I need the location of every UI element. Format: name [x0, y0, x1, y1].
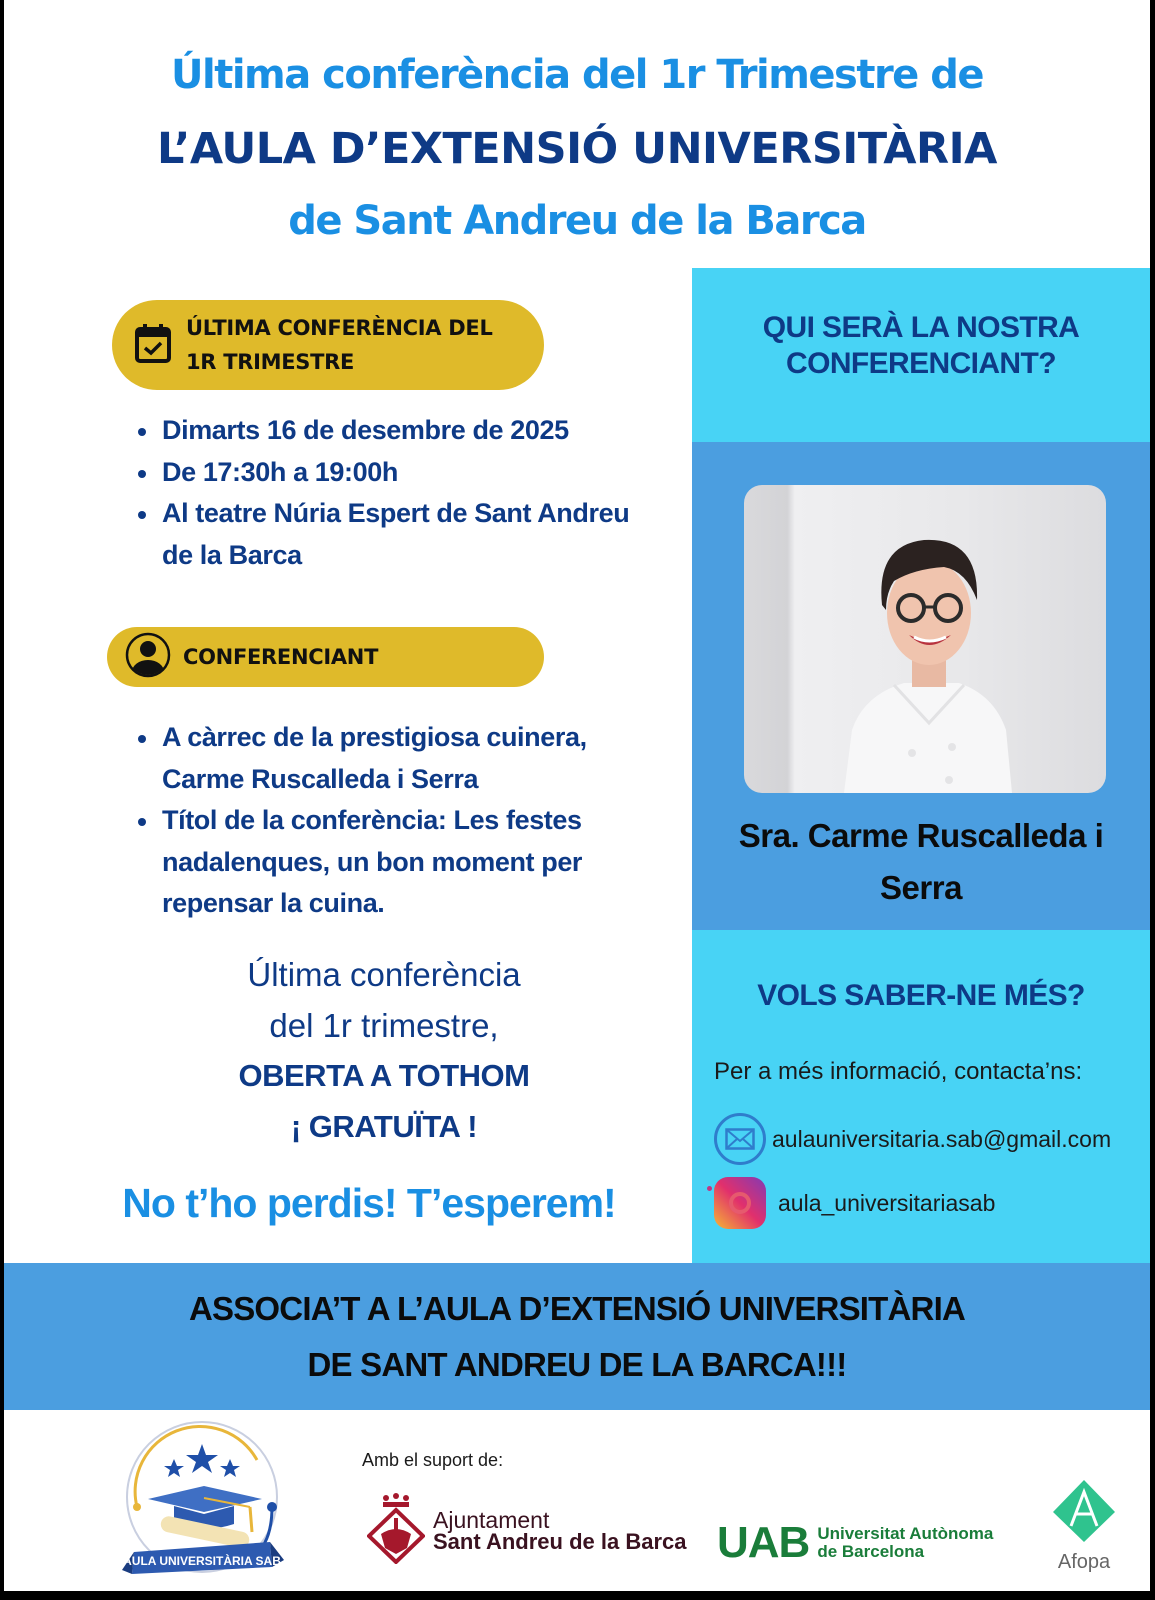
coat-of-arms-icon [367, 1492, 425, 1569]
speaker-photo [744, 485, 1106, 793]
event-details-list [136, 410, 666, 576]
afopa-icon [1051, 1478, 1117, 1544]
event-venue: Al teatre Núria Espert de Sant Andreu de la Barca [136, 493, 666, 576]
instagram-contact[interactable] [714, 1177, 995, 1229]
ajuntament-logo: Ajuntament Sant Andreu de la Barca [367, 1492, 686, 1569]
poster [4, 0, 1150, 1591]
event-pill-label: ÚLTIMA CONFERÈNCIA DEL 1R TRIMESTRE [186, 316, 493, 374]
speaker-intro: A càrrec de la prestigiosa cuinera, Carme Ruscalleda i Serra [136, 717, 636, 800]
event-time: De 17:30h a 19:00h [136, 452, 666, 494]
speaker-pill-label: CONFERENCIANT [183, 645, 379, 669]
uab-logo: UAB Universitat Autònoma de Barcelona [717, 1518, 994, 1567]
header-title: L’AULA D’EXTENSIÓ UNIVERSITÀRIA [157, 124, 997, 174]
conference-title: Títol de la conferència: Les festes nadalenques, un bon moment per repensar la cuina. [136, 800, 636, 925]
contact-intro: Per a més informació, contacta’ns: [714, 1058, 1083, 1085]
afopa-logo: Afopa [1049, 1478, 1119, 1574]
speaker-question-panel [692, 268, 1150, 442]
more-info-title: VOLS SABER-NE MÉS? [757, 979, 1085, 1012]
svg-text:AULA UNIVERSITÀRIA SAB: AULA UNIVERSITÀRIA SAB [123, 1554, 281, 1568]
email-address[interactable]: aulauniversitaria.sab@gmail.com [772, 1125, 1112, 1152]
instagram-handle[interactable]: aula_universitariasab [778, 1189, 996, 1216]
speaker-details-list [136, 717, 636, 925]
event-date: Dimarts 16 de desembre de 2025 [136, 410, 666, 452]
open-notice: Última conferència del 1r trimestre, OBERTA A TOTHOM ¡ GRATUÏTA ! [238, 956, 530, 1144]
header-line-1: Última conferència del 1r Trimestre de [171, 52, 983, 98]
email-contact[interactable] [714, 1113, 1111, 1165]
contact-panel [692, 930, 1150, 1263]
aula-universitaria-logo [112, 1412, 292, 1591]
speaker-pill [107, 627, 544, 687]
call-to-action: No t’ho perdis! T’esperem! [122, 1180, 616, 1226]
support-label: Amb el suport de: [362, 1450, 504, 1470]
speaker-question: QUI SERÀ LA NOSTRA CONFERENCIANT? [762, 311, 1080, 380]
instagram-icon [714, 1177, 766, 1229]
speaker-name: Sra. Carme Ruscalleda i Serra [738, 817, 1104, 906]
speaker-photo-panel [692, 442, 1150, 930]
mail-icon [714, 1113, 766, 1165]
header-line-3: de Sant Andreu de la Barca [288, 198, 866, 244]
user-circle-icon [125, 632, 171, 683]
calendar-check-icon [134, 322, 172, 369]
membership-banner: ASSOCIA’T A L’AULA D’EXTENSIÓ UNIVERSITÀRIA DE SANT ANDREU DE LA BARCA!!! [4, 1263, 1150, 1410]
event-pill [112, 300, 544, 390]
